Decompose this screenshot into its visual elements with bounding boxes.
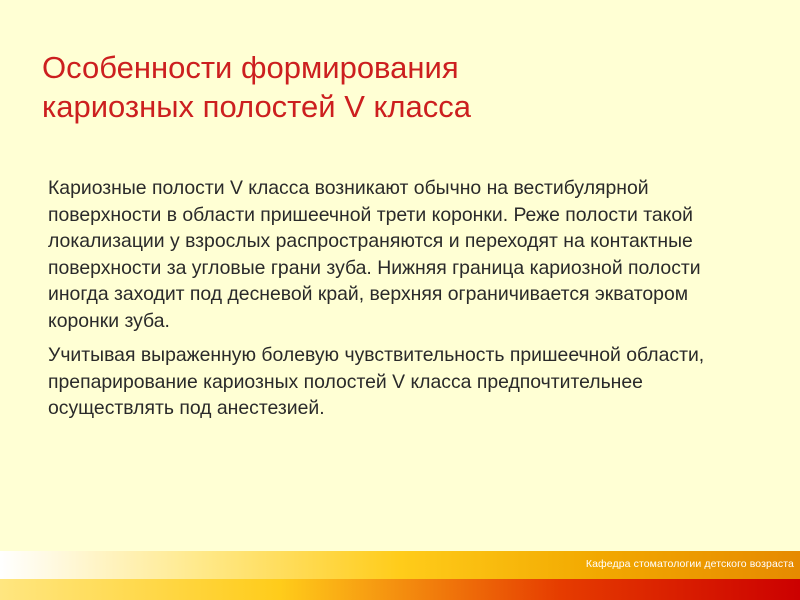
slide-body (48, 175, 748, 430)
footer-department-label: Кафедра стоматологии детского возраста (585, 558, 794, 570)
slide-title-line-1: Особенности формирования (42, 50, 459, 85)
slide-title-line-2: кариозных полостей V класса (42, 89, 471, 124)
slide-title (42, 48, 742, 126)
body-paragraph-2: Учитывая выраженную болевую чувствительность пришеечной области, препарирование кариозных полостей V класса предпочтительнее осуществлять под анестезией. (48, 344, 705, 419)
body-paragraph-1: Кариозные полости V класса возникают обычно на вестибулярной поверхности в области пришеечной трети коронки. Реже полости такой локализации у взрослых распространяются и переходят на контактные поверхности за угловые грани зуба. Нижняя граница кариозной полости иногда заходит под десневой край, верхняя ограничивается экватором коронки зуба. (48, 177, 701, 332)
footer-gradient-strip (0, 579, 800, 600)
